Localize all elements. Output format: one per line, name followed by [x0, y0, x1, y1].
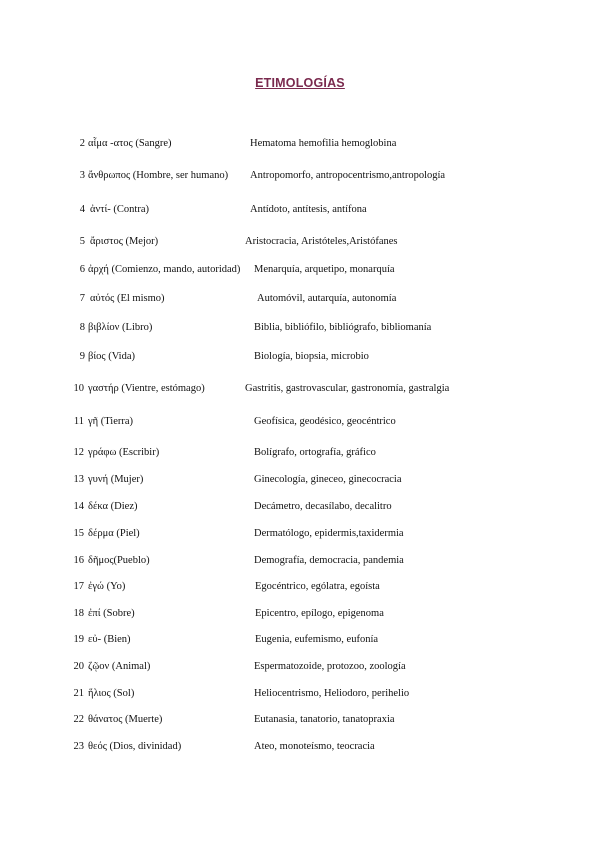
list-item	[0, 204, 600, 220]
greek-root: γυνή (Mujer)	[88, 474, 144, 485]
greek-root: βίος (Vida)	[88, 351, 135, 362]
derived-words: Heliocentrismo, Heliodoro, perihelio	[254, 688, 410, 699]
derived-words: Biología, biopsia, microbio	[254, 351, 369, 362]
item-number: 5	[79, 236, 85, 247]
greek-root: δέκα (Diez)	[88, 501, 138, 512]
list-item	[0, 714, 600, 730]
list-item	[0, 528, 600, 544]
greek-root: βιβλίον (Libro)	[88, 322, 153, 333]
greek-root: ἄνθρωπος (Hombre, ser humano)	[88, 170, 229, 181]
greek-root: ἐπί (Sobre)	[88, 608, 135, 619]
greek-root: δέρμα (Piel)	[88, 528, 140, 539]
list-item	[0, 293, 600, 309]
list-item	[0, 138, 600, 154]
list-item	[0, 501, 600, 517]
derived-words: Antropomorfo, antropocentrismo,antropología	[250, 170, 446, 181]
derived-words: Eutanasia, tanatorio, tanatopraxia	[254, 714, 395, 725]
greek-root: εὐ- (Bien)	[88, 634, 131, 645]
derived-words: Biblia, bibliófilo, bibliógrafo, bibliomanía	[254, 322, 432, 333]
item-number: 20	[73, 661, 84, 672]
list-item	[0, 688, 600, 704]
item-number: 7	[79, 293, 85, 304]
greek-root: δῆμος(Pueblo)	[88, 555, 150, 566]
list-item	[0, 741, 600, 757]
greek-root: ἐγώ (Yo)	[88, 581, 126, 592]
list-item	[0, 447, 600, 463]
list-item	[0, 416, 600, 432]
greek-root: αὐτός (El mismo)	[90, 293, 165, 304]
derived-words: Epicentro, epílogo, epigenoma	[255, 608, 384, 619]
derived-words: Automóvil, autarquía, autonomía	[257, 293, 397, 304]
list-item	[0, 581, 600, 597]
list-item	[0, 661, 600, 677]
greek-root: ἀντί- (Contra)	[90, 204, 149, 215]
greek-root: ἀρχή (Comienzo, mando, autoridad)	[88, 264, 241, 275]
list-item	[0, 351, 600, 367]
list-item	[0, 383, 600, 399]
greek-root: αἷμα -ατος (Sangre)	[88, 138, 172, 149]
list-item	[0, 170, 600, 186]
item-number: 3	[79, 170, 85, 181]
greek-root: ἥλιος (Sol)	[88, 688, 135, 699]
derived-words: Ginecología, gineceo, ginecocracia	[254, 474, 402, 485]
greek-root: θεός (Dios, divinidad)	[88, 741, 182, 752]
derived-words: Geofísica, geodésico, geocéntrico	[254, 416, 396, 427]
derived-words: Dermatólogo, epidermis,taxidermia	[254, 528, 404, 539]
derived-words: Ateo, monoteísmo, teocracia	[254, 741, 375, 752]
item-number: 21	[73, 688, 84, 699]
item-number: 15	[73, 528, 84, 539]
item-number: 8	[79, 322, 85, 333]
greek-root: ἄριστος (Mejor)	[90, 236, 159, 247]
derived-words: Menarquía, arquetipo, monarquía	[254, 264, 395, 275]
list-item	[0, 555, 600, 571]
item-number: 2	[79, 138, 85, 149]
greek-root: ζῷον (Animal)	[88, 661, 151, 672]
greek-root: γράφω (Escribir)	[88, 447, 160, 458]
item-number: 4	[79, 204, 85, 215]
item-number: 23	[73, 741, 84, 752]
list-item	[0, 236, 600, 252]
greek-root: γῆ (Tierra)	[88, 416, 134, 427]
derived-words: Gastritis, gastrovascular, gastronomía, gastralgia	[245, 383, 450, 394]
item-number: 11	[73, 416, 84, 427]
item-number: 22	[73, 714, 84, 725]
list-item	[0, 264, 600, 280]
derived-words: Antídoto, antítesis, antífona	[250, 204, 367, 215]
derived-words: Egocéntrico, ególatra, egoísta	[255, 581, 380, 592]
derived-words: Espermatozoide, protozoo, zoología	[254, 661, 406, 672]
derived-words: Eugenia, eufemismo, eufonía	[255, 634, 379, 645]
derived-words: Demografía, democracia, pandemia	[254, 555, 404, 566]
greek-root: γαστήρ (Vientre, estómago)	[88, 383, 205, 394]
list-item	[0, 474, 600, 490]
greek-root: θάνατος (Muerte)	[88, 714, 163, 725]
item-number: 10	[73, 383, 84, 394]
list-item	[0, 608, 600, 624]
item-number: 13	[73, 474, 84, 485]
item-number: 14	[73, 501, 84, 512]
item-number: 9	[79, 351, 85, 362]
derived-words: Hematoma hemofilia hemoglobina	[250, 138, 397, 149]
list-item	[0, 634, 600, 650]
page-title: ETIMOLOGÍAS	[255, 76, 345, 90]
item-number: 12	[73, 447, 84, 458]
item-number: 6	[79, 264, 85, 275]
derived-words: Bolígrafo, ortografía, gráfico	[254, 447, 376, 458]
derived-words: Aristocracia, Aristóteles,Aristófanes	[245, 236, 398, 247]
item-number: 17	[73, 581, 84, 592]
item-number: 19	[73, 634, 84, 645]
derived-words: Decámetro, decasílabo, decalitro	[254, 501, 392, 512]
item-number: 16	[73, 555, 84, 566]
list-item	[0, 322, 600, 338]
item-number: 18	[73, 608, 84, 619]
